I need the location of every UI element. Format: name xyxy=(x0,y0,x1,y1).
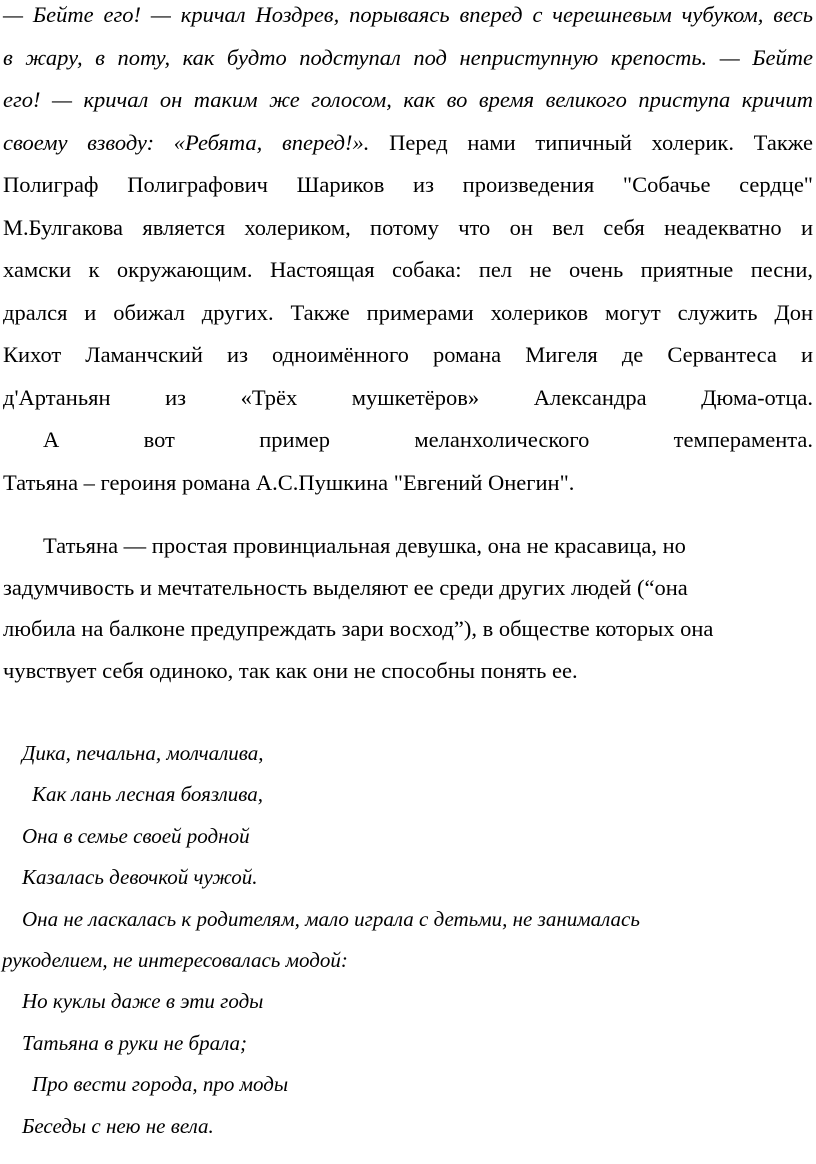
text-line: д'Артаньян из «Трёх мушкетёров» Александра Дюма-отца. xyxy=(3,384,813,410)
text-line: Кихот Ламанчский из одноимённого романа Мигеля де Сервантеса и xyxy=(3,342,813,367)
verse-line: Татьяна в руки не брала; xyxy=(22,1030,248,1055)
verse-line: рукоделием, не интересовалась модой: xyxy=(2,947,348,972)
verse-line: Как лань лесная боязлива, xyxy=(32,782,263,807)
text-line: задумчивость и мечтательность выделяют ее среди других людей (“она xyxy=(3,574,688,600)
text-line: дрался и обижал других. Также примерами холериков могут служить Дон xyxy=(3,299,813,325)
text-line: чувствует себя одиноко, так как они не способны понять ее. xyxy=(3,657,578,683)
text-line: — Бейте его! — кричал Ноздрев, порываясь вперед с черешневым чубуком, весь xyxy=(3,2,813,27)
verse-line: Казалась девочкой чужой. xyxy=(22,865,258,890)
text-line: Татьяна — простая провинциальная девушка, она не красавица, но xyxy=(43,533,686,558)
text-line: Полиграф Полиграфович Шариков из произведения "Собачье сердце" xyxy=(3,172,813,197)
text-line: Татьяна – героиня романа А.С.Пушкина "Евгений Онегин". xyxy=(3,469,575,495)
text-line: своему взводу: «Ребята, вперед!». Перед нами типичный холерик. Также xyxy=(3,129,813,155)
verse-line: Но куклы даже в эти годы xyxy=(22,989,264,1014)
text-line: А вот пример меланхолического темперамента. xyxy=(43,427,813,452)
paragraph-choleric xyxy=(3,0,813,504)
text-line: любила на балконе предупреждать зари восход”), в обществе которых она xyxy=(3,616,714,641)
verse-line: Дика, печальна, молчалива, xyxy=(22,741,264,765)
text-line: хамски к окружающим. Настоящая собака: пел не очень приятные песни, xyxy=(3,257,813,282)
verse-quote xyxy=(0,733,816,1147)
verse-line: Она в семье своей родной xyxy=(22,823,250,848)
verse-line: Беседы с нею не вела. xyxy=(22,1113,214,1138)
text-line: М.Булгакова является холериком, потому что он вел себя неадекватно и xyxy=(3,214,813,240)
text-line: в жару, в поту, как будто подступал под неприступную крепость. — Бейте xyxy=(3,44,813,70)
paragraph-tatyana xyxy=(3,525,813,691)
verse-line: Про вести города, про моды xyxy=(32,1072,289,1097)
verse-line: Она не ласкалась к родителям, мало играла с детьми, не занималась xyxy=(22,906,640,931)
text-line: его! — кричал он таким же голосом, как во время великого приступа кричит xyxy=(3,87,813,112)
